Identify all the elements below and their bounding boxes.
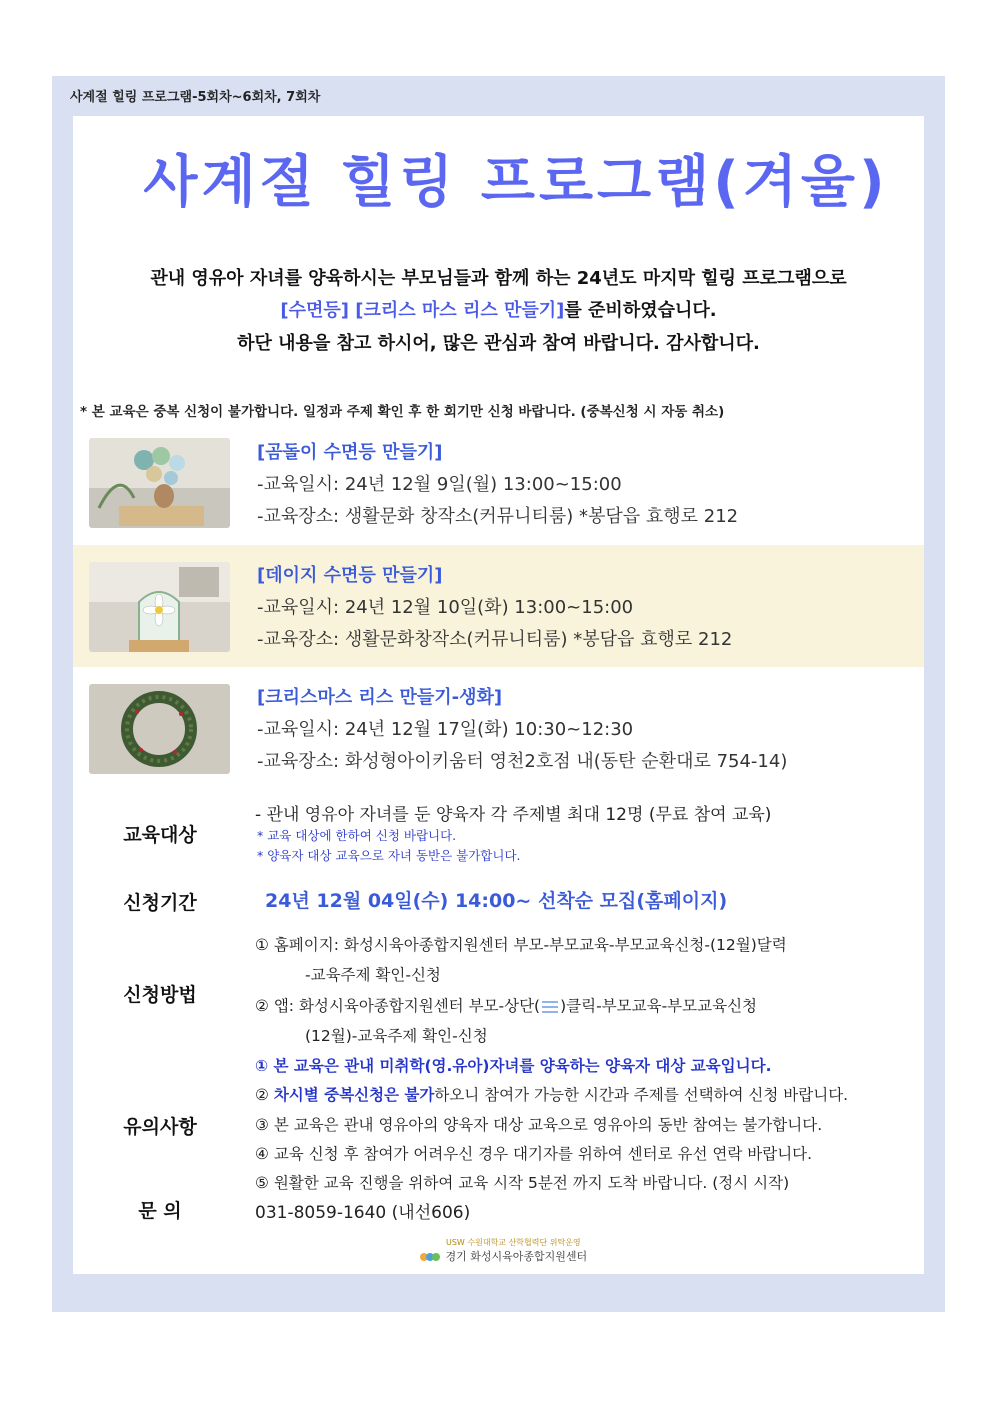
period-label: 신청기간 [123, 892, 197, 914]
wreath-photo [89, 684, 230, 774]
period-value: 24년 12월 04일(수) 14:00~ 선착순 모집(홈페이지) [265, 890, 728, 912]
intro-highlight: [수면등] [크리스 마스 리스 만들기] [280, 300, 565, 321]
notice-2: ② 차시별 중복신청은 불가하오니 참여가 가능한 시간과 주제를 선택하여 신청 바랍니다. [255, 1086, 849, 1104]
duplicate-note: * 본 교육은 중복 신청이 불가합니다. 일정과 주제 확인 후 한 회기만 신청 바랍니다. (중복신청 시 자동 취소) [80, 404, 725, 420]
program-3 [257, 682, 787, 778]
program-3-place: -교육장소: 화성형아이키움터 영천2호점 내(동탄 순환대로 754-14) [257, 751, 788, 772]
target-label: 교육대상 [123, 824, 197, 846]
program-1 [257, 437, 738, 533]
menu-icon [542, 1001, 558, 1013]
target-line-3: * 양육자 대상 교육으로 자녀 동반은 불가합니다. [257, 848, 521, 863]
logo-icon [420, 1251, 442, 1263]
program-3-title: [크리스마스 리스 만들기-생화] [257, 687, 503, 708]
method-line-2: -교육주제 확인-신청 [305, 966, 441, 984]
program-1-title: [곰돌이 수면등 만들기] [257, 442, 443, 463]
bear-lamp-photo [89, 438, 230, 528]
intro-line-1: 관내 영유아 자녀를 양육하시는 부모님들과 함께 하는 24년도 마지막 힐링 프로그램으로 [150, 268, 847, 289]
footer-sub: USW 수원대학교 산학협력단 위탁운영 [446, 1238, 581, 1247]
footer-name: 경기 화성시육아종합지원센터 [445, 1250, 588, 1263]
contact-value: 031-8059-1640 (내선606) [255, 1203, 471, 1223]
notice-4: ④ 교육 신청 후 참여가 어려우신 경우 대기자를 위하여 센터로 유선 연락 바랍니다. [255, 1145, 813, 1163]
method-label: 신청방법 [123, 984, 197, 1006]
program-2-title: [데이지 수면등 만들기] [257, 565, 443, 586]
method-line-1: ① 홈페이지: 화성시육아종합지원센터 부모-부모교육-부모교육신청-(12월)달력 [255, 936, 787, 954]
program-2-place: -교육장소: 생활문화창작소(커뮤니티룸) *봉담읍 효행로 212 [257, 629, 733, 650]
intro-line-3: 하단 내용을 참고 하시어, 많은 관심과 참여 바랍니다. 감사합니다. [237, 333, 760, 354]
target-line-1: - 관내 영유아 자녀를 둔 양육자 각 주제별 최대 12명 (무료 참여 교육) [255, 805, 772, 825]
contact-label: 문 의 [138, 1200, 182, 1222]
notice-3: ③ 본 교육은 관내 영유아의 양육자 대상 교육으로 영유아의 동반 참여는 불가합니다. [255, 1116, 823, 1134]
program-1-place: -교육장소: 생활문화 창작소(커뮤니티룸) *봉담읍 효행로 212 [257, 506, 739, 527]
notice-1: ① 본 교육은 관내 미취학(영.유아)자녀를 양육하는 양육자 대상 교육입니다. [255, 1057, 772, 1075]
notice-label: 유의사항 [123, 1116, 197, 1138]
method-line-3: ② 앱: 화성시육아종합지원센터 부모-상단( )클릭-부모교육-부모교육신청 [255, 997, 758, 1015]
intro-line-2 [73, 296, 924, 322]
intro-line-2-rest: 를 준비하였습니다. [564, 300, 717, 321]
program-2-date: -교육일시: 24년 12월 10일(화) 13:00~15:00 [257, 597, 634, 618]
method-line-4: (12월)-교육주제 확인-신청 [305, 1027, 488, 1045]
header-text: 사계절 힐링 프로그램-5회차~6회차, 7회차 [70, 90, 321, 105]
page-title: 사계절 힐링 프로그램(겨울) [143, 150, 889, 215]
program-2 [257, 560, 732, 656]
program-1-date: -교육일시: 24년 12월 9일(월) 13:00~15:00 [257, 474, 622, 495]
notice-5: ⑤ 원활한 교육 진행을 위하여 교육 시작 5분전 까지 도착 바랍니다. (정시 시작) [255, 1174, 790, 1192]
footer-logo [420, 1237, 587, 1264]
target-line-2: * 교육 대상에 한하여 신청 바랍니다. [257, 828, 457, 843]
program-3-date: -교육일시: 24년 12월 17일(화) 10:30~12:30 [257, 719, 634, 740]
daisy-lamp-photo [89, 562, 230, 652]
